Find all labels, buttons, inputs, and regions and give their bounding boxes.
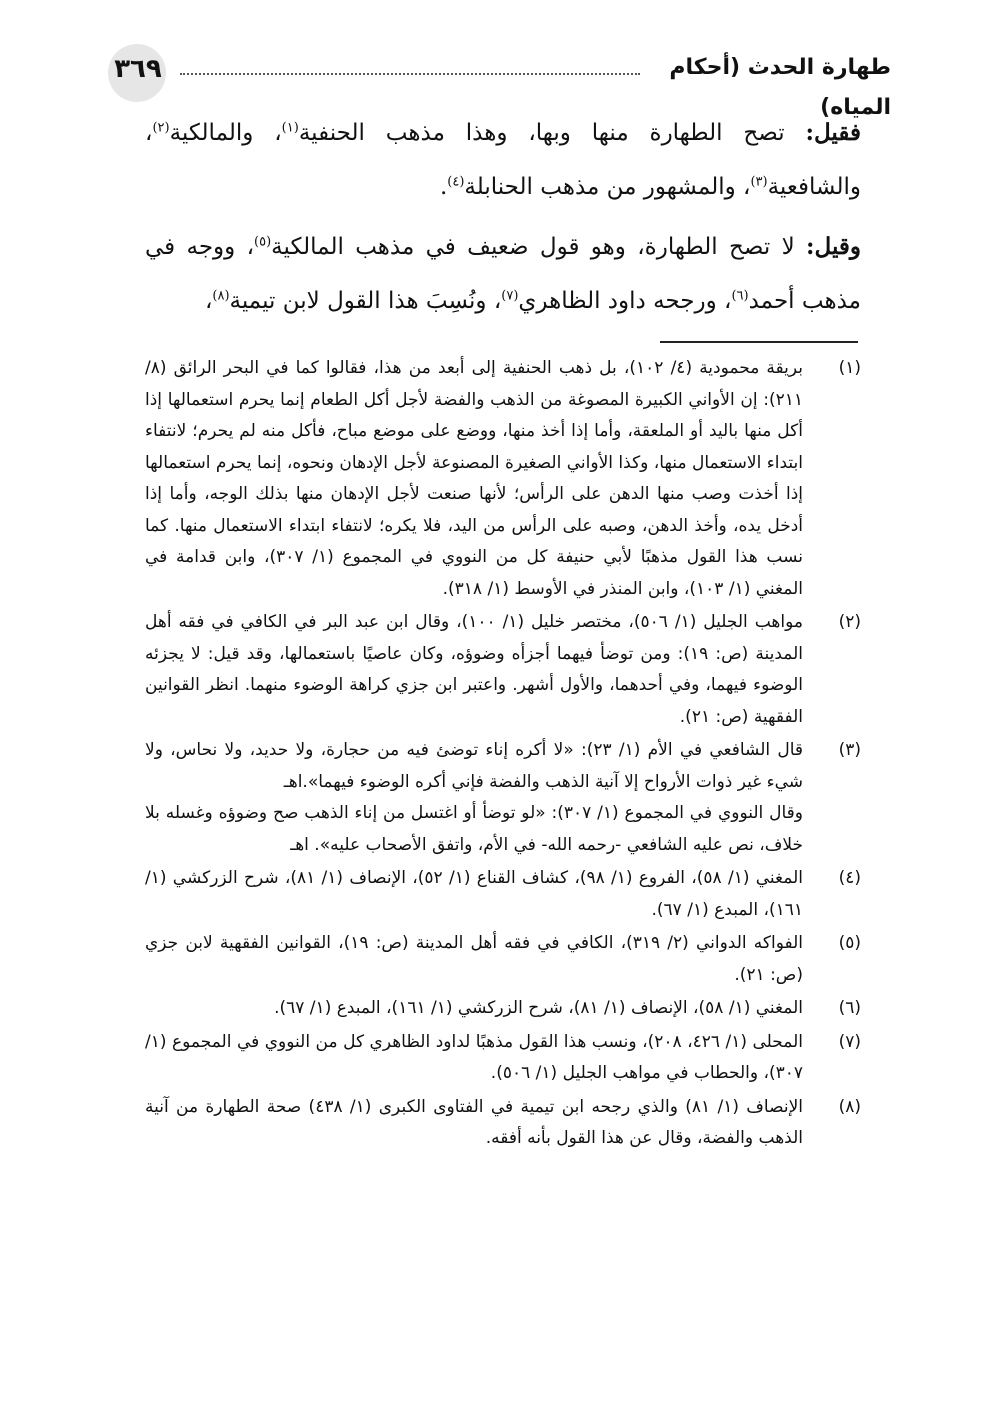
paragraph-1: [145, 106, 861, 214]
footnote-text: الإنصاف (١/ ٨١) والذي رجحه ابن تيمية في الفتاوى الكبرى (١/ ٤٣٨) صحة الطهارة من آنية الذهب والفضة، وقال عن هذا القول بأنه أفقه.: [145, 1096, 803, 1148]
footnote-body: [145, 353, 803, 605]
footnote-marker: (٢): [152, 120, 170, 136]
footnote-number: (٥): [838, 933, 861, 953]
text-run: ، والشافعية: [145, 120, 861, 200]
footnote-text: المحلى (١/ ٤٢٦، ٢٠٨)، ونسب هذا القول مذهبًا لداود الظاهري كل من النووي في المجموع (١/ ٣٠٧)، والحطاب في مواهب الجليل (١/ ٥٠٦).: [145, 1031, 803, 1083]
footnote-marker: (٤): [447, 174, 465, 190]
footnote-text: الفواكه الدواني (٢/ ٣١٩)، الكافي في فقه أهل المدينة (ص: ١٩)، القوانين الفقهية لابن جزي (ص: ٢١).: [145, 933, 803, 985]
footnote-body: [145, 993, 803, 1025]
text-run: لا تصح الطهارة، وهو قول ضعيف في مذهب المالكية: [271, 234, 807, 260]
text-run: ، ووجه في مذهب أحمد: [145, 234, 861, 314]
footnote-body: [145, 1092, 803, 1155]
footnote-text: وقال النووي في المجموع (١/ ٣٠٧): «لو توضأ أو اغتسل من إناء الذهب صح وضوؤه وغسله بلا خلاف، نص عليه الشافعي -رحمه الله- في الأم، واتفق الأصحاب عليه». اهـ: [145, 803, 803, 855]
footnote-text: مواهب الجليل (١/ ٥٠٦)، مختصر خليل (١/ ١٠٠)، وقال ابن عبد البر في الكافي في فقه أهل المدينة (ص: ١٩): ومن توضأ فيهما أجزأه وضوؤه، وكان عاصيًا باستعمالها، وقد قيل: لا يجزئه الوضوء فيهما، وفي أحدهما، والأول أشهر. واعتبر ابن جزي كراهة الوضوء منهما. انظر القوانين الفقهية (ص: ٢١).: [145, 612, 803, 727]
footnote-marker: (٥): [254, 234, 272, 250]
footnote-body: [145, 1027, 803, 1090]
paragraph-lead: فقيل:: [805, 119, 861, 146]
page-number: ٣٦٩: [114, 54, 162, 84]
footnote-number: (٣): [838, 740, 861, 760]
footnote-body: [145, 928, 803, 991]
running-header-title: طهارة الحدث (أحكام المياه): [669, 55, 891, 120]
footnote-number: (٦): [838, 998, 861, 1018]
text-run: .: [439, 174, 448, 200]
footnote: [145, 1027, 861, 1090]
footnote: [145, 607, 861, 733]
footnote: [145, 863, 861, 926]
footnote-number: (٧): [838, 1031, 861, 1052]
header-dotted-leader: [180, 73, 640, 75]
text-run: ، ورجحه داود الظاهري: [518, 288, 732, 314]
footnote-number: (٤): [838, 868, 861, 888]
footnote: [145, 735, 861, 861]
footnote-marker: (٧): [501, 288, 519, 304]
main-text: [145, 106, 861, 328]
footnote-marker: (١): [281, 120, 299, 136]
text-run: ،: [204, 288, 213, 314]
paragraph-2: [145, 220, 861, 328]
footnote-marker: (٣): [750, 174, 768, 190]
paragraph-lead: وقيل:: [806, 233, 861, 260]
text-run: ، والمالكية: [169, 120, 282, 146]
footnote-separator: [660, 341, 858, 343]
footnote-text: المغني (١/ ٥٨)، الإنصاف (١/ ٨١)، شرح الزركشي (١/ ١٦١)، المبدع (١/ ٦٧).: [274, 998, 803, 1018]
footnote-number: (١): [838, 358, 861, 378]
text-run: تصح الطهارة منها وبها، وهذا مذهب الحنفية: [298, 120, 806, 146]
footnote-number: (٢): [838, 612, 861, 632]
footnote: [145, 353, 861, 605]
footnote-text: قال الشافعي في الأم (١/ ٢٣): «لا أكره إناء توضئ فيه من حجارة، ولا حديد، ولا نحاس، ولا شيء غير ذوات الأرواح إلا آنية الذهب والفضة فإني أكره الوضوء فيهما».اهـ: [145, 740, 804, 792]
footnote-marker: (٦): [731, 288, 749, 304]
footnote-number: (٨): [838, 1096, 861, 1117]
text-run: ، والمشهور من مذهب الحنابلة: [464, 174, 751, 200]
footnote: [145, 993, 861, 1025]
footnote: [145, 1092, 861, 1155]
footnote-marker: (٨): [212, 288, 230, 304]
footnote-text: بريقة محمودية (٤/ ١٠٢)، بل ذهب الحنفية إلى أبعد من هذا، فقالوا كما في البحر الرائق (٨/ ٢١١): إن الأواني الكبيرة المصوغة من الذهب والفضة لأجل أكل الطعام إنما يحرم استعمالها إذا أكل منها باليد أو الملعقة، وأما إذا أخذ منها، ووضع على موضع مباح، فأكل منه لم يحرم؛ لانتفاء ابتداء الاستعمال منها، وكذا الأواني الصغيرة المصنوعة لأجل الإدهان ونحوه، إنما يحرم استعمالها إذا أخذت وصب منها الدهن على الرأس؛ لأنها صنعت لأجل الإدهان منها بذلك الوجه، وأما إذا أدخل يده، وأخذ الدهن، وصبه على الرأس من اليد، فلا يكره؛ لانتفاء ابتداء الاستعمال منها. كما نسب هذا القول مذهبًا لأبي حنيفة كل من النووي في المجموع (١/ ٣٠٧)، وابن قدامة في المغني (١/ ١٠٣)، وابن المنذر في الأوسط (١/ ٣١٨).: [145, 358, 803, 599]
footnote-body: [145, 735, 803, 861]
text-run: ، ونُسِبَ هذا القول لابن تيمية: [229, 288, 502, 314]
footnote-body: [145, 863, 803, 926]
footnote-body: [145, 607, 803, 733]
footnote-text: المغني (١/ ٥٨)، الفروع (١/ ٩٨)، كشاف القناع (١/ ٥٢)، الإنصاف (١/ ٨١)، شرح الزركشي (١/ ١٦١)، المبدع (١/ ٦٧).: [145, 868, 803, 920]
footnote: [145, 928, 861, 991]
footnotes: [145, 353, 861, 1157]
